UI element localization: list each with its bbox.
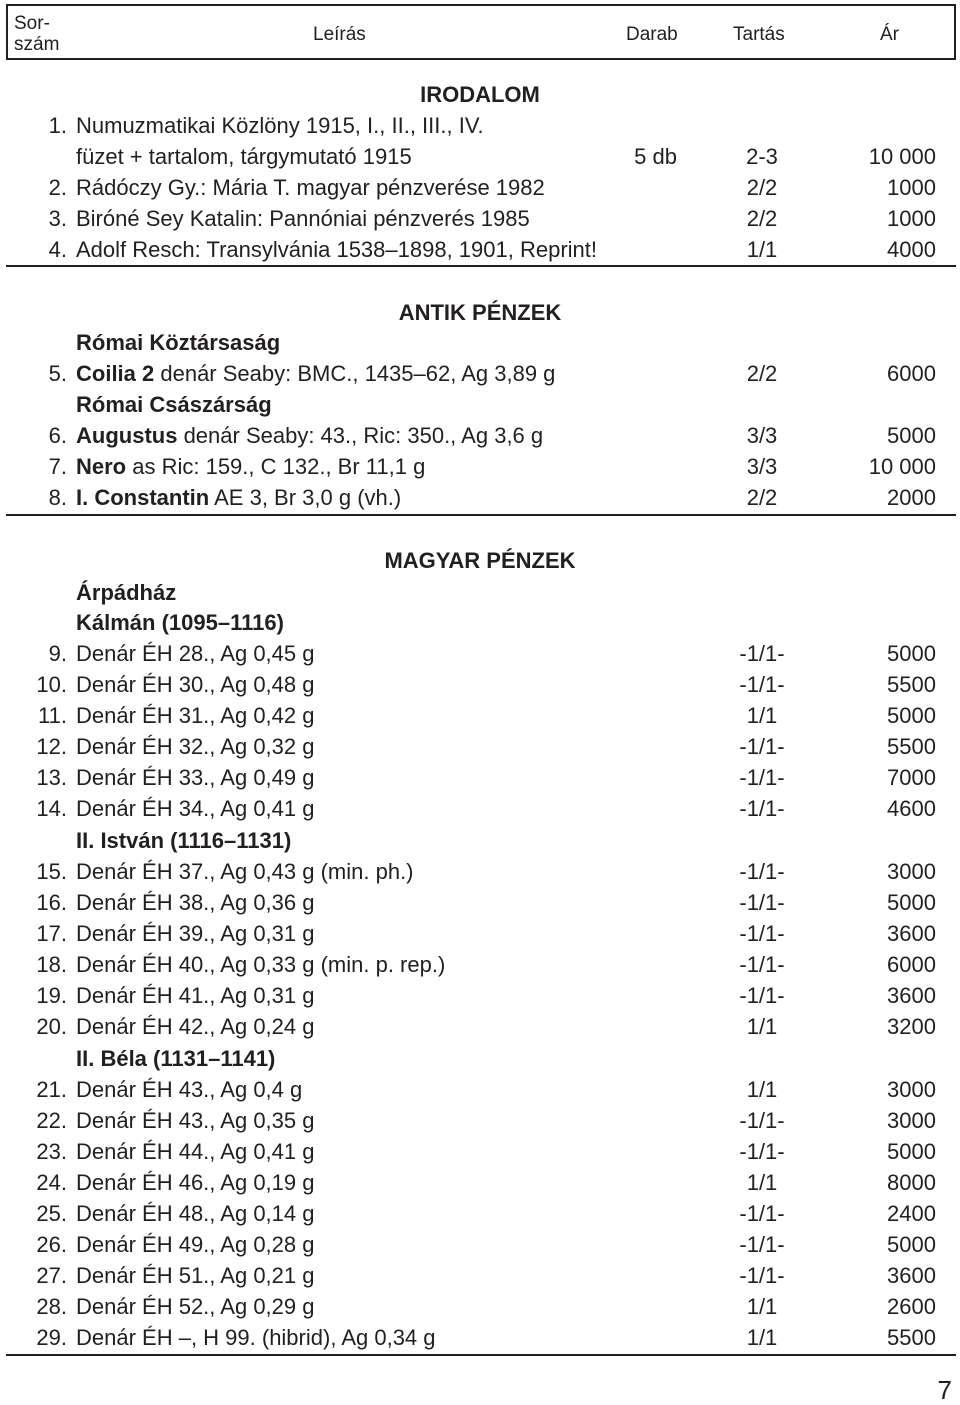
item-description — [76, 172, 545, 203]
item-text: Denár ÉH 43., Ag 0,35 g — [76, 1108, 315, 1133]
item-price: 10 000 — [868, 454, 936, 479]
subsection-heading: Római Császárság — [76, 392, 272, 417]
header-darab: Darab — [626, 24, 678, 45]
item-name-bold: Nero — [76, 454, 127, 479]
item-number: 26. — [36, 1232, 67, 1257]
item-description — [76, 1074, 302, 1105]
item-description — [76, 887, 315, 918]
item-number: 19. — [36, 983, 67, 1008]
item-price: 5000 — [887, 1139, 936, 1164]
item-description — [76, 141, 412, 172]
item-text: Denár ÉH 41., Ag 0,31 g — [76, 983, 315, 1008]
item-text: Denár ÉH 34., Ag 0,41 g — [76, 796, 315, 821]
item-number: 7. — [48, 454, 67, 479]
item-number: 6. — [48, 423, 67, 448]
item-price: 3600 — [887, 983, 936, 1008]
item-price: 3000 — [887, 859, 936, 884]
item-number: 27. — [36, 1263, 67, 1288]
catalog-row — [0, 918, 960, 949]
item-description — [76, 1105, 315, 1136]
catalog-row — [0, 420, 960, 451]
item-price: 3200 — [887, 1014, 936, 1039]
item-text: Denár ÉH 52., Ag 0,29 g — [76, 1294, 315, 1319]
catalog-row — [0, 949, 960, 980]
item-text: Denár ÉH 46., Ag 0,19 g — [76, 1170, 315, 1195]
item-price: 3600 — [887, 921, 936, 946]
item-number: 22. — [36, 1108, 67, 1133]
catalog-row — [0, 793, 960, 824]
item-number: 21. — [36, 1077, 67, 1102]
item-grade: 1/1 — [746, 703, 778, 728]
catalog-row — [0, 1229, 960, 1260]
item-text: Denár ÉH 43., Ag 0,4 g — [76, 1077, 303, 1102]
item-description — [76, 700, 315, 731]
item-name-bold: I. Constantin — [76, 485, 210, 510]
item-number: 1. — [48, 113, 67, 138]
item-price: 5000 — [887, 703, 936, 728]
catalog-row — [0, 1167, 960, 1198]
item-description — [76, 638, 315, 669]
item-text: Denár ÉH 32., Ag 0,32 g — [76, 734, 315, 759]
catalog-row — [0, 1291, 960, 1322]
divider — [6, 1354, 956, 1356]
item-grade: -1/1- — [739, 796, 785, 821]
item-number: 11. — [38, 703, 67, 728]
item-number: 4. — [48, 237, 67, 262]
item-grade: 1/1 — [746, 1325, 778, 1350]
item-price: 6000 — [887, 361, 936, 386]
item-description — [76, 1260, 315, 1291]
item-number: 9. — [48, 641, 67, 666]
item-text: Denár ÉH 37., Ag 0,43 g (min. ph.) — [76, 859, 414, 884]
item-price: 1000 — [887, 206, 936, 231]
item-number: 18. — [36, 952, 67, 977]
item-text: füzet + tartalom, tárgymutató 1915 — [76, 144, 412, 169]
item-price: 5000 — [887, 641, 936, 666]
catalog-row — [0, 1260, 960, 1291]
item-text: Denár ÉH 39., Ag 0,31 g — [76, 921, 315, 946]
item-text: Denár ÉH 42., Ag 0,24 g — [76, 1014, 315, 1039]
page-number: 7 — [937, 1375, 952, 1405]
item-text: Biróné Sey Katalin: Pannóniai pénzverés 1985 — [76, 206, 530, 231]
item-price: 4000 — [887, 237, 936, 262]
item-number: 5. — [48, 361, 67, 386]
item-number: 16. — [36, 890, 67, 915]
catalog-row — [0, 482, 960, 513]
catalog-row — [0, 110, 960, 141]
catalog-row — [0, 203, 960, 234]
catalog-row — [0, 141, 960, 172]
item-number: 8. — [48, 485, 67, 510]
item-text: as Ric: 159., C 132., Br 11,1 g — [126, 454, 426, 479]
item-description — [76, 482, 401, 513]
section-heading: MAGYAR PÉNZEK — [384, 548, 576, 573]
subsection-heading: II. Béla (1131–1141) — [76, 1046, 276, 1071]
header-leiras: Leírás — [313, 24, 366, 45]
header-ar: Ár — [880, 24, 899, 45]
item-description — [76, 234, 597, 265]
item-number: 20. — [36, 1014, 67, 1039]
item-text: denár Seaby: BMC., 1435–62, Ag 3,89 g — [154, 361, 556, 386]
item-grade: -1/1- — [739, 1263, 785, 1288]
item-price: 5000 — [887, 890, 936, 915]
item-description — [76, 1136, 315, 1167]
catalog-row — [0, 638, 960, 669]
item-grade: 2/2 — [746, 485, 778, 510]
item-description — [76, 1198, 315, 1229]
item-grade: 1/1 — [746, 1294, 778, 1319]
item-price: 3600 — [887, 1263, 936, 1288]
item-price: 5500 — [887, 734, 936, 759]
item-number: 28. — [36, 1294, 67, 1319]
item-description — [76, 1167, 315, 1198]
item-number: 13. — [36, 765, 67, 790]
item-price: 2000 — [887, 485, 936, 510]
subsection-heading: II. István (1116–1131) — [76, 828, 292, 853]
item-number: 25. — [36, 1201, 67, 1226]
item-description — [76, 918, 315, 949]
item-text: Denár ÉH 44., Ag 0,41 g — [76, 1139, 315, 1164]
item-text: Denár ÉH 40., Ag 0,33 g (min. p. rep.) — [76, 952, 446, 977]
item-price: 4600 — [887, 796, 936, 821]
item-grade: -1/1- — [739, 641, 785, 666]
item-price: 2600 — [887, 1294, 936, 1319]
item-number: 3. — [48, 206, 67, 231]
catalog-row — [0, 358, 960, 389]
item-text: Adolf Resch: Transylvánia 1538–1898, 1901, Reprint! — [76, 237, 597, 262]
subsection-heading: Római Köztársaság — [76, 330, 281, 355]
item-grade: -1/1- — [739, 952, 785, 977]
header-sorszam: Sor- szám — [14, 13, 60, 55]
item-description — [76, 1011, 315, 1042]
item-price: 3000 — [887, 1077, 936, 1102]
item-grade: 1/1 — [746, 1170, 778, 1195]
subsection-heading: Kálmán (1095–1116) — [76, 610, 284, 635]
catalog-row — [0, 700, 960, 731]
item-description — [76, 980, 315, 1011]
item-price: 10 000 — [868, 144, 936, 169]
item-price: 7000 — [887, 765, 936, 790]
item-text: Numuzmatikai Közlöny 1915, I., II., III., IV. — [76, 113, 484, 138]
item-description — [76, 856, 414, 887]
item-text: Denár ÉH 30., Ag 0,48 g — [76, 672, 315, 697]
item-number: 10. — [36, 672, 67, 697]
item-grade: -1/1- — [739, 859, 785, 884]
item-number: 23. — [36, 1139, 67, 1164]
item-number: 17. — [36, 921, 67, 946]
item-price: 5500 — [887, 672, 936, 697]
item-grade: -1/1- — [739, 921, 785, 946]
item-text: Denár ÉH 31., Ag 0,42 g — [76, 703, 315, 728]
item-grade: -1/1- — [739, 765, 785, 790]
item-grade: 2/2 — [746, 206, 778, 231]
item-grade: -1/1- — [739, 1108, 785, 1133]
catalog-row — [0, 1136, 960, 1167]
item-number: 29. — [36, 1325, 67, 1350]
item-description — [76, 949, 445, 980]
item-quantity: 5 db — [634, 144, 677, 169]
catalog-row — [0, 234, 960, 265]
catalog-row — [0, 1011, 960, 1042]
divider — [6, 514, 956, 516]
item-grade: -1/1- — [739, 1201, 785, 1226]
catalog-row — [0, 172, 960, 203]
item-text: Denár ÉH –, H 99. (hibrid), Ag 0,34 g — [76, 1325, 436, 1350]
item-text: Rádóczy Gy.: Mária T. magyar pénzverése 1982 — [76, 175, 545, 200]
item-grade: -1/1- — [739, 890, 785, 915]
item-description — [76, 420, 543, 451]
item-price: 1000 — [887, 175, 936, 200]
catalog-row — [0, 1198, 960, 1229]
item-grade: 2/2 — [746, 175, 778, 200]
item-description — [76, 1291, 315, 1322]
header-tartas: Tartás — [733, 24, 785, 45]
item-price: 2400 — [887, 1201, 936, 1226]
item-price: 5500 — [887, 1325, 936, 1350]
item-text: Denár ÉH 28., Ag 0,45 g — [76, 641, 315, 666]
item-grade: 3/3 — [746, 454, 778, 479]
item-text: AE 3, Br 3,0 g (vh.) — [209, 485, 402, 510]
catalog-row — [0, 1074, 960, 1105]
catalog-row — [0, 887, 960, 918]
item-number: 15. — [36, 859, 67, 884]
item-description — [76, 669, 315, 700]
item-text: Denár ÉH 33., Ag 0,49 g — [76, 765, 315, 790]
item-description — [76, 731, 315, 762]
item-grade: 1/1 — [746, 1014, 778, 1039]
section-heading: ANTIK PÉNZEK — [398, 300, 562, 325]
item-description — [76, 358, 555, 389]
item-grade: 2-3 — [746, 144, 778, 169]
item-grade: -1/1- — [739, 672, 785, 697]
item-description — [76, 762, 315, 793]
item-text: Denár ÉH 49., Ag 0,28 g — [76, 1232, 315, 1257]
item-price: 5000 — [887, 1232, 936, 1257]
item-price: 5000 — [887, 423, 936, 448]
catalog-row — [0, 1105, 960, 1136]
item-price: 3000 — [887, 1108, 936, 1133]
item-description — [76, 203, 530, 234]
catalog-row — [0, 1322, 960, 1353]
item-number: 2. — [48, 175, 67, 200]
item-grade: -1/1- — [739, 1139, 785, 1164]
catalog-row — [0, 762, 960, 793]
catalog-row — [0, 856, 960, 887]
item-grade: -1/1- — [739, 1232, 785, 1257]
item-text: denár Seaby: 43., Ric: 350., Ag 3,6 g — [177, 423, 544, 448]
subsection-heading: Árpádház — [76, 580, 177, 605]
item-price: 6000 — [887, 952, 936, 977]
item-description — [76, 110, 484, 141]
item-text: Denár ÉH 38., Ag 0,36 g — [76, 890, 315, 915]
item-text: Denár ÉH 51., Ag 0,21 g — [76, 1263, 315, 1288]
section-heading: IRODALOM — [420, 82, 540, 107]
catalog-row — [0, 731, 960, 762]
item-number: 14. — [36, 796, 67, 821]
item-description — [76, 1322, 436, 1353]
item-grade: -1/1- — [739, 983, 785, 1008]
item-number: 12. — [36, 734, 67, 759]
catalog-row — [0, 980, 960, 1011]
item-grade: 1/1 — [746, 237, 778, 262]
item-number: 24. — [36, 1170, 67, 1195]
item-grade: 1/1 — [746, 1077, 778, 1102]
item-name-bold: Coilia 2 — [76, 361, 155, 386]
catalog-row — [0, 451, 960, 482]
item-grade: 2/2 — [746, 361, 778, 386]
divider — [6, 265, 956, 267]
item-description — [76, 1229, 315, 1260]
item-text: Denár ÉH 48., Ag 0,14 g — [76, 1201, 315, 1226]
item-name-bold: Augustus — [76, 423, 178, 448]
item-price: 8000 — [887, 1170, 936, 1195]
item-grade: 3/3 — [746, 423, 778, 448]
item-description — [76, 793, 315, 824]
item-grade: -1/1- — [739, 734, 785, 759]
item-description — [76, 451, 425, 482]
catalog-row — [0, 669, 960, 700]
